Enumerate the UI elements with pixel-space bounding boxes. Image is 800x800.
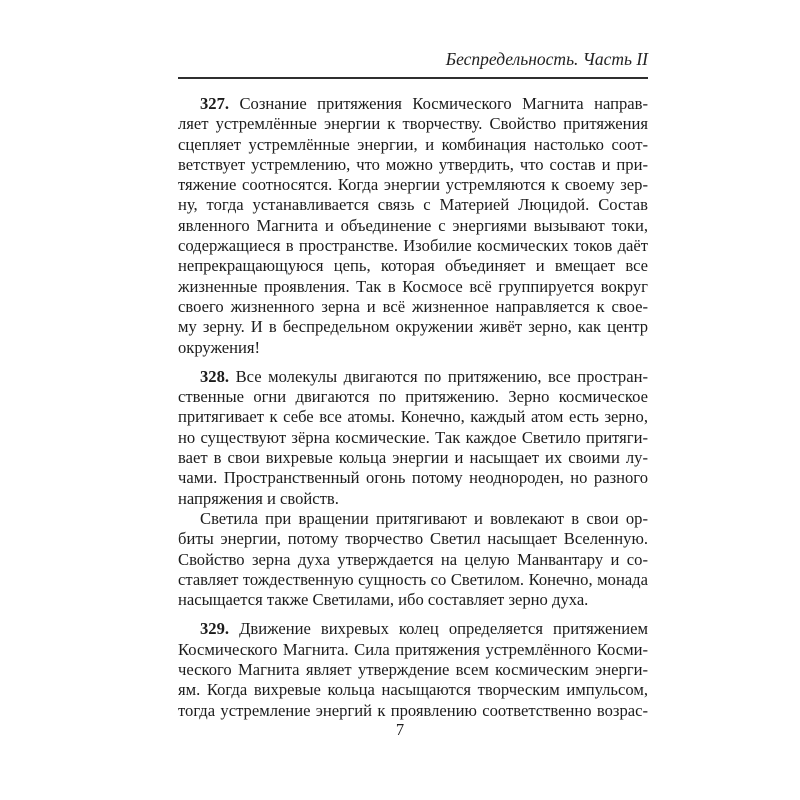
text-line: явленного Магнита и объединение с энергиями вызывают токи, xyxy=(178,215,648,235)
text-line: жизненные проявления. Так в Космосе всё группируется вокруг xyxy=(178,276,648,296)
page-number: 7 xyxy=(395,720,405,739)
text-line: биты энергии, потому творчество Светил насыщает Вселенную. xyxy=(178,529,648,549)
text-line: ственные огни двигаются по притяжению. Зерно космическое xyxy=(178,387,648,407)
text-line: ставляет тождественную сущность со Светилом. Конечно, монада xyxy=(178,569,648,589)
text-line: 329. Движение вихревых колец определяется притяжением xyxy=(200,619,648,639)
paragraph-continuation xyxy=(178,509,648,610)
text-line: ляет устремлённые энергии к творчеству. Свойство притяжения xyxy=(178,114,648,134)
running-header-title: Беспредельность. Часть II xyxy=(445,49,648,69)
paragraph-328 xyxy=(178,367,648,509)
text-line: насыщается также Светилами, ибо составляет зерно духа. xyxy=(178,590,589,610)
text-line: содержащиеся в пространстве. Изобилие космических токов даёт xyxy=(178,236,648,256)
paragraph-number: 328. xyxy=(200,366,230,386)
text-line: Космического Магнита. Сила притяжения устремлённого Косми- xyxy=(178,639,648,659)
page-body xyxy=(178,79,648,721)
text-line: ям. Когда вихревые кольца насыщаются творческим импульсом, xyxy=(178,680,648,700)
text-column xyxy=(178,0,648,721)
text-line: тяжение соотносятся. Когда энергии устремляются к своему зер- xyxy=(178,175,648,195)
paragraph-number: 329. xyxy=(200,619,230,639)
text-line: ну, тогда устанавливается связь с Материей Люцидой. Состав xyxy=(178,195,648,215)
text-line: чами. Пространственный огонь потому неоднороден, но разного xyxy=(178,468,648,488)
text-line: напряжения и свойств. xyxy=(178,488,339,508)
text-line: непрекращающуюся цепь, которая объединяет и вмещает все xyxy=(178,256,648,276)
paragraph-number: 327. xyxy=(200,94,230,113)
text-line: му зерну. И в беспредельном окружении живёт зерно, как центр xyxy=(178,317,648,337)
text-line: Свойство зерна духа утверждается на целую Манвантару и со- xyxy=(178,549,648,569)
text-line: сцепляет устремлённые энергии, и комбинация настолько соот- xyxy=(178,134,648,154)
text-line: вает в свои вихревые кольца энергии и насыщает их своими лу- xyxy=(178,448,648,468)
text-line: окружения! xyxy=(178,337,261,357)
text-line: ческого Магнита являет утверждение всем космическим энерги- xyxy=(178,660,648,680)
text-line: 328. Все молекулы двигаются по притяжению, все простран- xyxy=(200,366,648,386)
text-line: ветствует устремлению, что можно утвердить, что состав и при- xyxy=(178,154,648,174)
paragraph-327 xyxy=(178,94,648,358)
text-line: притягивает к себе все атомы. Конечно, каждый атом есть зерно, xyxy=(178,407,648,427)
text-line: 327. Сознание притяжения Космического Магнита направ- xyxy=(200,94,648,113)
paragraph-329 xyxy=(178,619,648,720)
text-line: своего жизненного зерна и всё жизненное направляется к свое- xyxy=(178,296,648,316)
text-line: тогда устремление энергий к проявлению соответственно возрас- xyxy=(178,700,648,720)
text-line: но существуют зёрна космические. Так каждое Светило притяги- xyxy=(178,427,648,447)
text-line: Светила при вращении притягивают и вовлекают в свои ор- xyxy=(200,508,648,528)
